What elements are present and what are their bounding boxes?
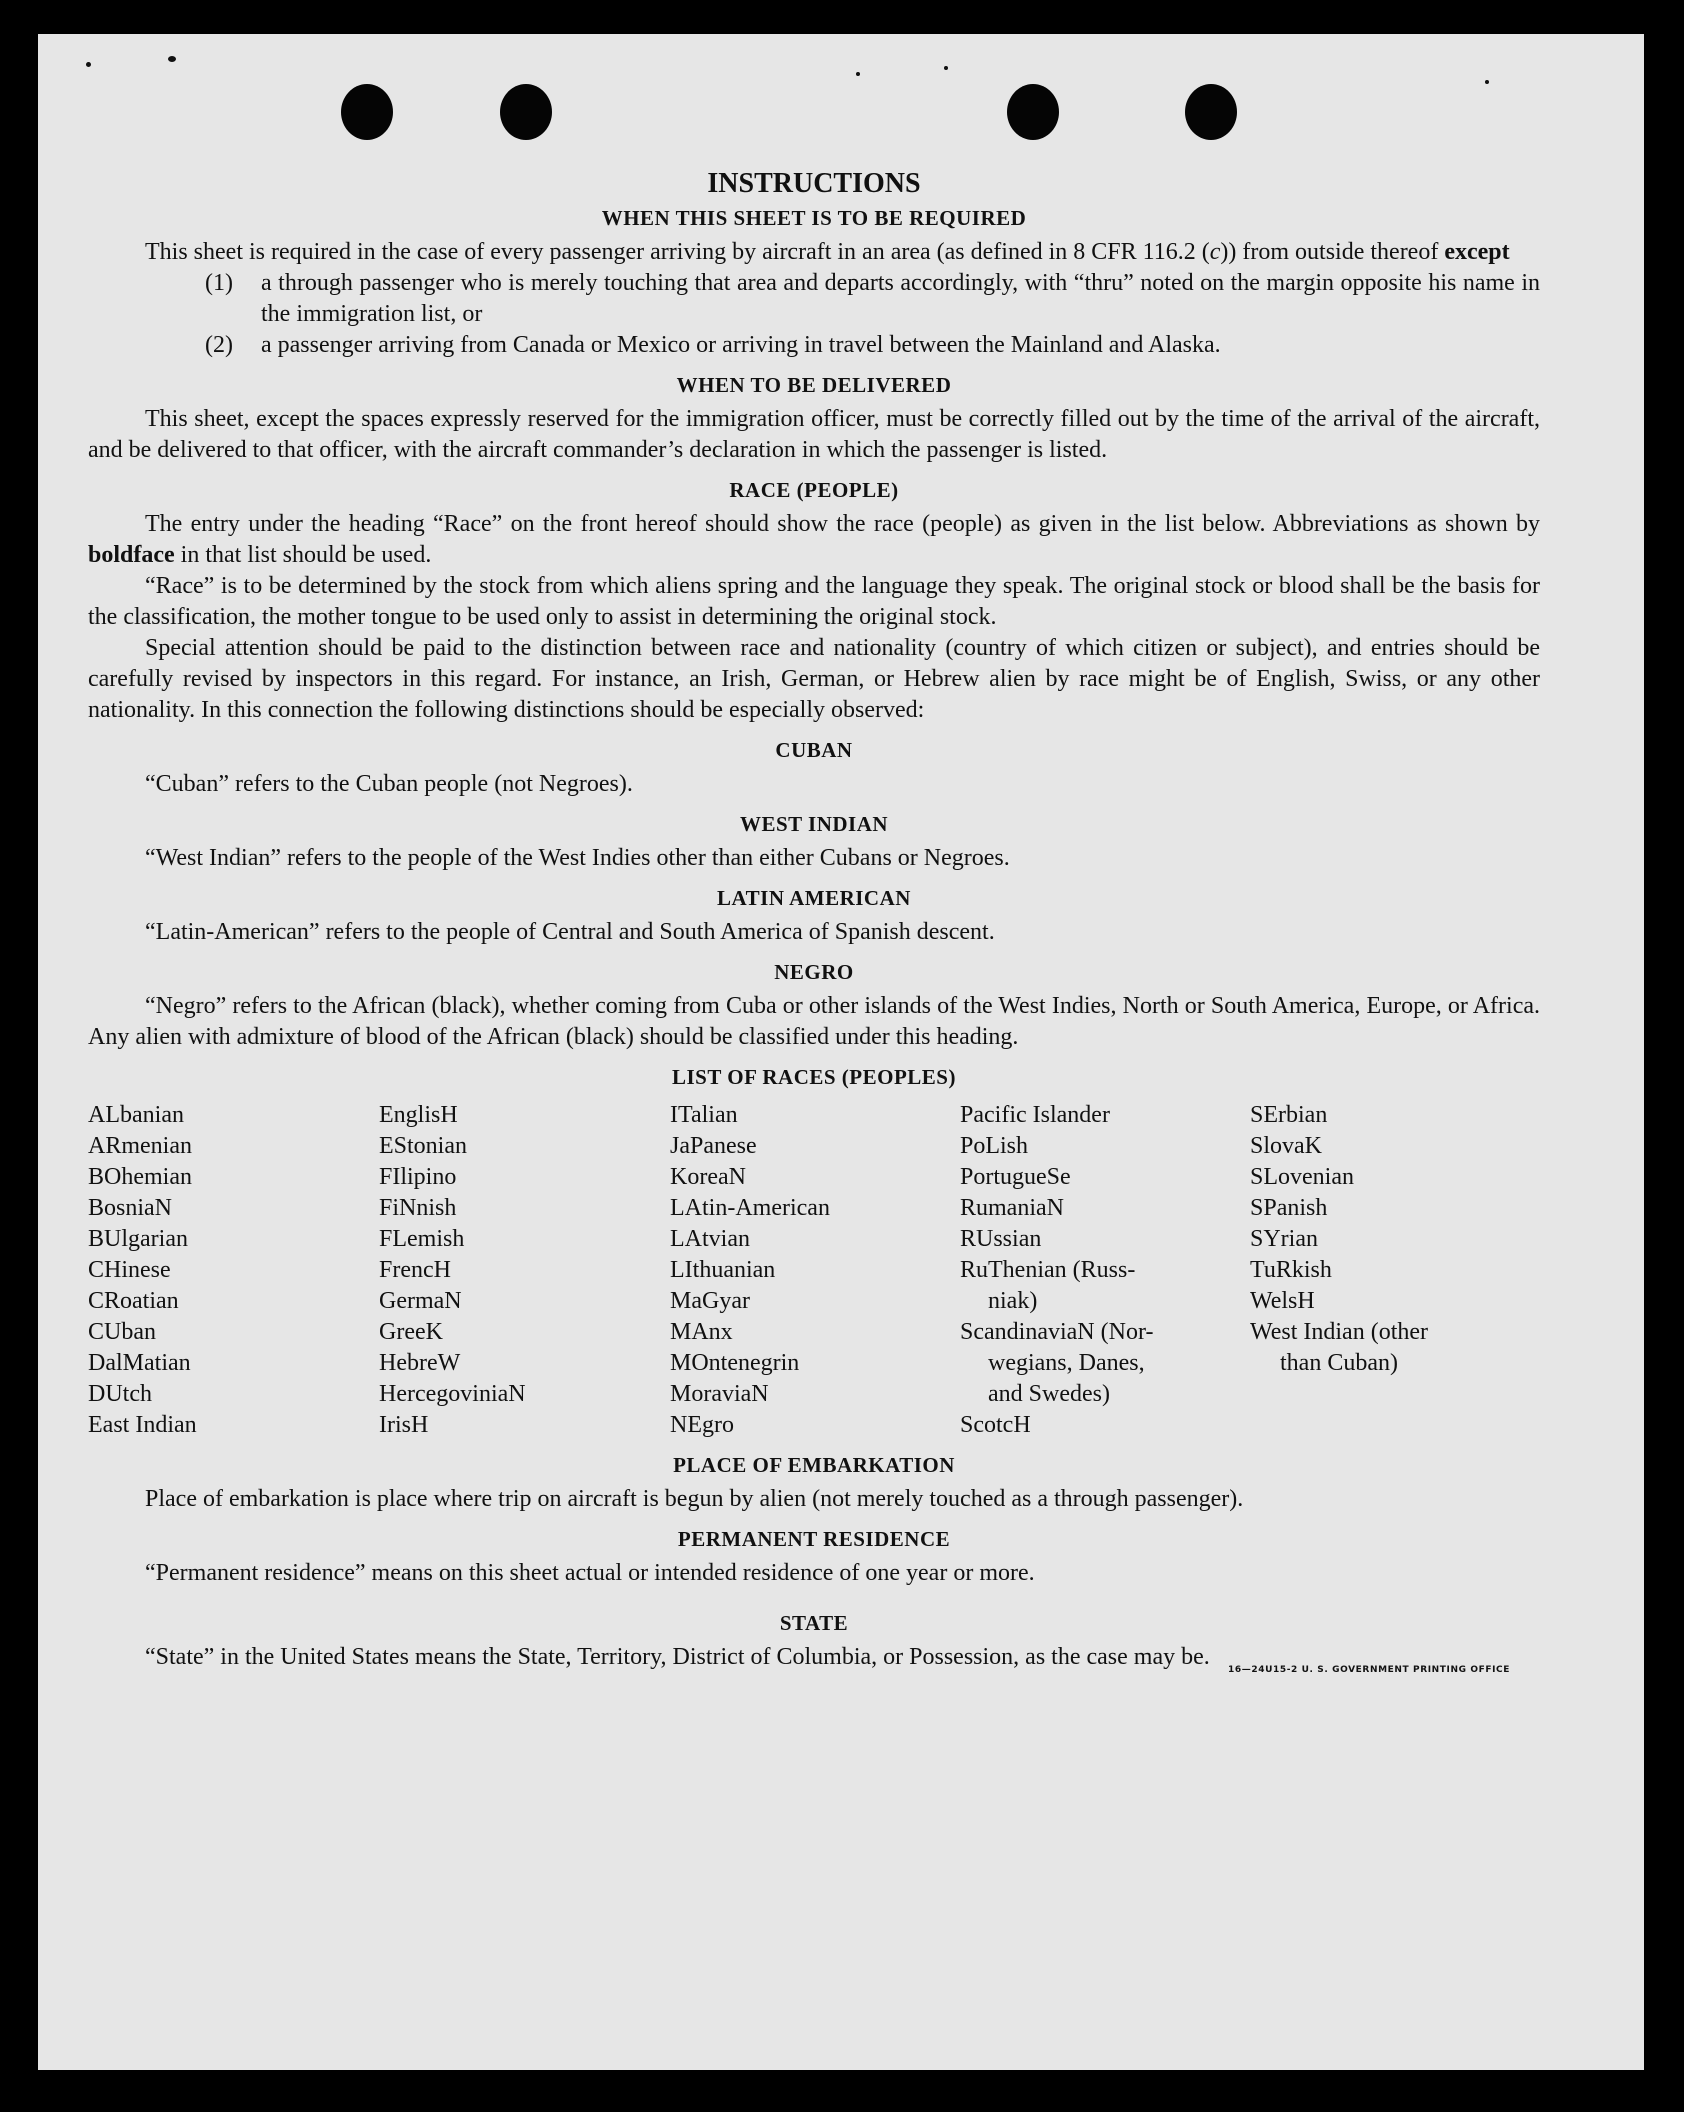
race-entry: ScotcH [960,1412,1031,1438]
punch-hole-4 [1185,84,1237,140]
race-entry: BUlgarian [88,1226,188,1252]
heading-permanent-residence: PERMANENT RESIDENCE [677,1527,951,1551]
race-entry: RumaniaN [960,1195,1064,1221]
heading-cuban: CUBAN [775,738,853,762]
race-column-2 [379,1100,670,1441]
instructions-content [88,168,1540,1673]
race-entry: and Swedes) [988,1381,1110,1407]
heading-negro: NEGRO [774,960,854,984]
race-entry: ScandinaviaN (Nor- [960,1319,1154,1345]
race-column-3 [670,1100,960,1441]
when-required-intro: This sheet is required in the case of every passenger arriving by aircraft in an area (as defined in 8 CFR 116.2 (c)) from outside thereof except [145,239,1510,265]
race-entry: IrisH [379,1412,429,1438]
heading-race: RACE (PEOPLE) [729,478,899,502]
race-entry: RuThenian (Russ- [960,1257,1136,1283]
race-entry: Pacific Islander [960,1102,1110,1128]
page-title: INSTRUCTIONS [707,168,921,199]
race-entry: KoreaN [670,1164,746,1190]
race-entry: GermaN [379,1288,462,1314]
race-entry: wegians, Danes, [988,1350,1145,1376]
race-entry: ITalian [670,1102,738,1128]
race-paragraph-1: The entry under the heading “Race” on the front hereof should show the race (people) as given in the list below. Abbreviations as shown by boldface in that list should be used. [88,511,1540,568]
speck [944,66,948,70]
race-entry: HebreW [379,1350,461,1376]
race-entry: SlovaK [1250,1133,1322,1159]
speck [86,62,91,67]
race-entry: DUtch [88,1381,152,1407]
state-text: “State” in the United States means the State, Territory, District of Columbia, or Possession, as the case may be. [145,1644,1210,1670]
speck [168,56,176,62]
race-entry: WelsH [1250,1288,1315,1314]
race-entry: EnglisH [379,1102,458,1128]
race-entry: MOntenegrin [670,1350,800,1376]
race-entry: NEgro [670,1412,734,1438]
race-entry: than Cuban) [1280,1350,1398,1376]
race-entry: LIthuanian [670,1257,776,1283]
permanent-residence-text: “Permanent residence” means on this sheet actual or intended residence of one year or more. [145,1560,1035,1586]
punch-hole-1 [341,84,393,140]
punch-hole-3 [1007,84,1059,140]
race-column-1 [88,1100,379,1441]
latin-american-text: “Latin-American” refers to the people of Central and South America of Spanish descent. [145,919,995,945]
embarkation-text: Place of embarkation is place where trip on aircraft is begun by alien (not merely touched as a through passenger). [145,1486,1244,1512]
race-entry: CUban [88,1319,156,1345]
race-entry: LAtvian [670,1226,750,1252]
race-entry: SPanish [1250,1195,1328,1221]
race-entry: CRoatian [88,1288,179,1314]
race-entry: ALbanian [88,1102,184,1128]
race-entry: LAtin-American [670,1195,830,1221]
race-entry: SLovenian [1250,1164,1354,1190]
speck [1485,80,1489,84]
race-entry: JaPanese [670,1133,757,1159]
when-delivered-text: This sheet, except the spaces expressly reserved for the immigration officer, must be correctly filled out by the time of the arrival of the aircraft, and be delivered to that officer, with the aircraft commander’s declaration in which the passenger is listed. [88,406,1540,463]
race-list [88,1100,1540,1441]
race-entry: TuRkish [1250,1257,1332,1283]
heading-embarkation: PLACE OF EMBARKATION [673,1453,955,1477]
race-entry: SYrian [1250,1226,1318,1252]
race-entry: FiNnish [379,1195,457,1221]
race-entry: FrencH [379,1257,451,1283]
race-entry: ARmenian [88,1133,192,1159]
west-indian-text: “West Indian” refers to the people of the West Indies other than either Cubans or Negroes. [145,845,1010,871]
speck [856,72,860,76]
race-entry: BosniaN [88,1195,172,1221]
race-paragraph-3: Special attention should be paid to the distinction between race and nationality (country of which citizen or subject), and entries should be carefully revised by inspectors in this regard. For instance, an Irish, German, or Hebrew alien by race might be of English, Swiss, or any other nationality. In this connection the following distinctions should be especially observed: [88,635,1540,723]
negro-text: “Negro” refers to the African (black), whether coming from Cuba or other islands of the West Indies, North or South America, Europe, or Africa. Any alien with admixture of blood of the African (black) should be classified under this heading. [88,993,1540,1050]
race-entry: BOhemian [88,1164,192,1190]
heading-list-of-races: LIST OF RACES (PEOPLES) [672,1065,956,1089]
race-entry: EStonian [379,1133,467,1159]
race-entry: West Indian (other [1250,1319,1429,1345]
race-entry: HercegoviniaN [379,1381,526,1407]
heading-when-required: WHEN THIS SHEET IS TO BE REQUIRED [601,206,1027,230]
race-entry: MaGyar [670,1288,750,1314]
race-entry: MoraviaN [670,1381,769,1407]
punch-hole-2 [500,84,552,140]
race-entry: PortugueSe [960,1164,1071,1190]
race-entry: CHinese [88,1257,171,1283]
race-paragraph-2: “Race” is to be determined by the stock from which aliens spring and the language they speak. The original stock or blood shall be the basis for the classification, the mother tongue to be used only to assist in determining the original stock. [88,573,1540,630]
race-entry: FLemish [379,1226,465,1252]
race-entry: PoLish [960,1133,1029,1159]
race-entry: niak) [988,1288,1038,1314]
state-footer [88,1642,1540,1673]
race-column-5 [1250,1100,1540,1441]
heading-state: STATE [779,1611,849,1635]
race-column-4 [960,1100,1250,1441]
race-entry: MAnx [670,1319,733,1345]
exception-item-1: (1) a through passenger who is merely touching that area and departs accordingly, with “thru” noted on the margin opposite his name in the immigration list, or [205,270,1540,327]
race-entry: DalMatian [88,1350,191,1376]
race-entry: FIlipino [379,1164,457,1190]
heading-west-indian: WEST INDIAN [739,812,889,836]
exception-item-2: (2) a passenger arriving from Canada or Mexico or arriving in travel between the Mainland and Alaska. [205,332,1221,358]
race-entry: SErbian [1250,1102,1328,1128]
printing-office-imprint: 16—24U15-2 U. S. GOVERNMENT PRINTING OFFICE [1228,1665,1510,1675]
heading-latin-american: LATIN AMERICAN [717,886,911,910]
heading-when-delivered: WHEN TO BE DELIVERED [676,373,952,397]
cuban-text: “Cuban” refers to the Cuban people (not Negroes). [145,771,633,797]
race-entry: GreeK [379,1319,443,1345]
race-entry: East Indian [88,1412,197,1438]
race-entry: RUssian [960,1226,1042,1252]
document-sheet [38,34,1644,2070]
